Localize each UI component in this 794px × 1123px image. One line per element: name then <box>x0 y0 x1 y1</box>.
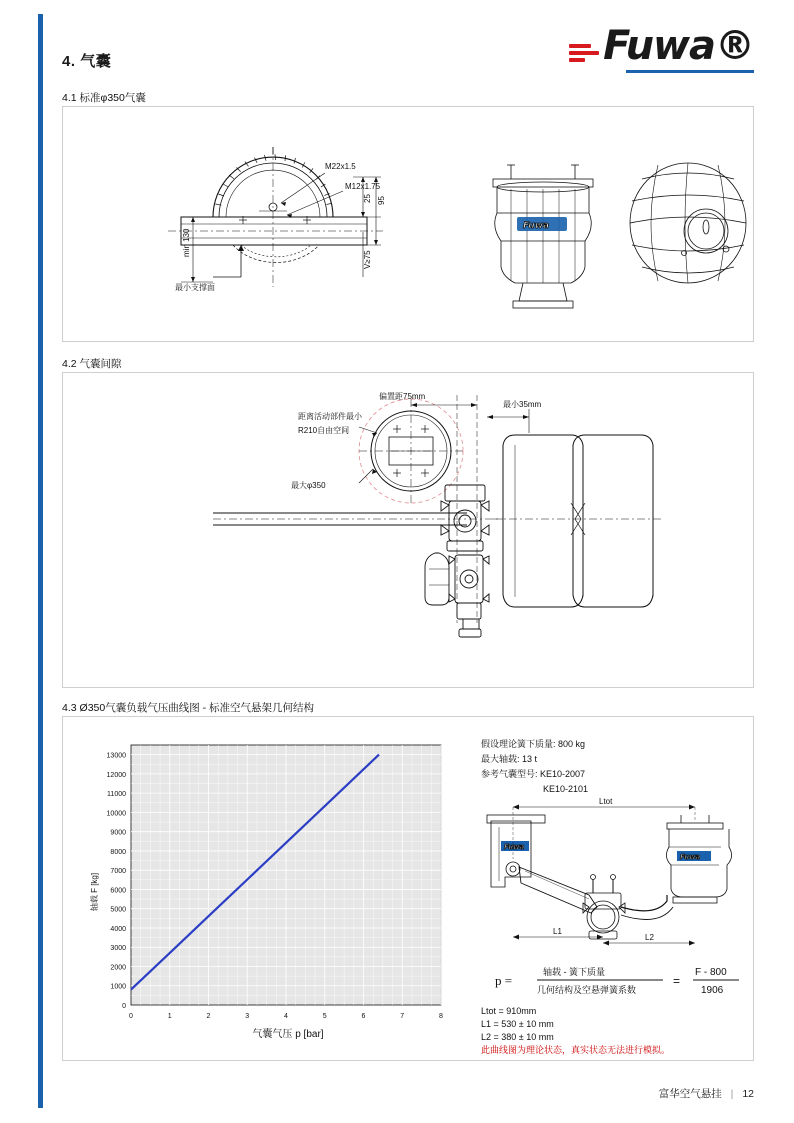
subsection-4-1-number: 4.1 <box>62 92 77 104</box>
chart-ytick: 3000 <box>110 945 126 953</box>
chart-ytick: 11000 <box>107 791 126 799</box>
dim-label-l1: L1 <box>553 927 562 936</box>
footnote-warning: 此曲线图为理论状态，真实状态无法进行模拟。 <box>481 1045 671 1055</box>
chart-ytick: 9000 <box>110 829 126 837</box>
formula-denominator: 几何结构及空悬弹簧系数 <box>537 985 637 995</box>
formula-frac-den: 1906 <box>701 985 724 996</box>
figure-4-3-panel <box>62 716 754 1061</box>
fig41-label-thread2: M12x1.75 <box>345 182 381 191</box>
figure-4-2-drawing <box>63 373 753 687</box>
svg-text:Fuwa: Fuwa <box>523 221 550 231</box>
fig41-label-support: 最小支撑面 <box>175 283 215 292</box>
figure-4-3-footnotes <box>481 1005 743 1057</box>
chart-xtick: 0 <box>129 1013 133 1020</box>
chart-ytick: 8000 <box>110 848 126 856</box>
footer-text: 富华空气悬挂 <box>658 1088 722 1100</box>
figure-4-3-notes <box>481 737 743 797</box>
chart-xtick: 8 <box>439 1013 443 1020</box>
dim-label-ltot: Ltot <box>599 797 613 806</box>
chart-ytick: 0 <box>122 1003 126 1010</box>
note-max-axle-load: 最大轴载: 13 t <box>481 754 538 764</box>
chart-xtick: 4 <box>284 1013 288 1020</box>
note-reference-model-2: KE10-2101 <box>543 784 589 794</box>
chart-ytick: 1000 <box>110 983 126 991</box>
note-reference-model: 参考气囊型号: KE10-2007 <box>481 769 586 779</box>
logo-registered: ® <box>715 23 754 69</box>
fig41-label-v75: V≥75 <box>363 250 372 269</box>
subsection-4-3-title: Ø350气囊负载气压曲线图 - 标准空气悬架几何结构 <box>79 702 315 714</box>
chart-xtick: 5 <box>322 1013 327 1020</box>
chart-ytick: 4000 <box>110 925 126 933</box>
footnote-l1: L1 = 530 ± 10 mm <box>481 1019 554 1029</box>
fig42-label-offset: 偏置距75mm <box>379 392 426 401</box>
page-footer <box>659 1086 754 1101</box>
fig42-label-clearance-2: R210自由空间 <box>298 426 350 435</box>
formula-numerator: 轴载 - 簧下质量 <box>543 967 605 977</box>
chart-xtick: 6 <box>361 1013 366 1020</box>
figure-4-1-drawing <box>63 107 753 341</box>
figure-4-1-panel <box>62 106 754 342</box>
subsection-4-2-number: 4.2 <box>62 358 77 370</box>
chart-xtick: 1 <box>167 1013 172 1020</box>
fig41-label-thread1: M22x1.5 <box>325 162 356 171</box>
note-unsprung-mass: 假设理论簧下质量: 800 kg <box>481 739 586 749</box>
subsection-4-1-title: 标准φ350气囊 <box>79 92 146 104</box>
subsection-4-2-heading <box>62 356 122 371</box>
fig42-label-clearance-1: 距离活动部件最小 <box>298 412 362 421</box>
footer-page-number: 12 <box>742 1088 754 1100</box>
logo-underline <box>626 70 754 73</box>
section-number: 4. <box>62 53 76 70</box>
subsection-4-3-heading <box>62 700 314 715</box>
chart-ytick: 13000 <box>106 752 126 760</box>
svg-text:Fuwa: Fuwa <box>680 853 701 861</box>
chart-ylabel: 轴载 F [kg] <box>90 872 99 912</box>
chart-ytick: 5000 <box>110 906 126 914</box>
chart-xlabel: 气囊气压 p [bar] <box>252 1029 324 1040</box>
logo-stripes-icon <box>569 44 599 65</box>
subsection-4-1-heading <box>62 90 146 105</box>
svg-text:Fuwa: Fuwa <box>504 843 525 851</box>
fig41-label-dim95: 95 <box>377 196 386 205</box>
chart-xtick: 2 <box>206 1013 211 1020</box>
fig41-label-min130: min 130 <box>182 228 191 257</box>
subsection-4-2-title: 气囊间隙 <box>79 358 122 370</box>
logo-text: Fuwa <box>603 23 715 69</box>
chart-xtick: 7 <box>400 1013 405 1020</box>
section-title: 气囊 <box>80 53 112 70</box>
footnote-l2: L2 = 380 ± 10 mm <box>481 1032 554 1042</box>
formula-p: p = <box>495 973 513 988</box>
subsection-4-3-number: 4.3 <box>62 702 77 714</box>
pressure-formula <box>495 953 745 1005</box>
load-pressure-chart <box>73 727 473 1052</box>
fig42-label-maxdia: 最大φ350 <box>291 481 326 490</box>
chart-ytick: 7000 <box>110 868 126 876</box>
formula-frac-num: F - 800 <box>695 967 727 978</box>
chart-ytick: 2000 <box>110 964 126 972</box>
left-accent-bar <box>38 14 43 1108</box>
brand-logo <box>569 23 754 73</box>
suspension-geometry-drawing <box>477 797 745 947</box>
footnote-ltot: Ltot = 910mm <box>481 1006 537 1016</box>
figure-4-2-panel <box>62 372 754 688</box>
chart-ytick: 10000 <box>106 810 126 818</box>
dim-label-l2: L2 <box>645 933 654 942</box>
formula-equals: = <box>673 974 681 988</box>
chart-xtick: 3 <box>245 1013 250 1020</box>
fig42-label-min35: 最小35mm <box>503 400 542 409</box>
fig41-label-dim25: 25 <box>363 194 372 203</box>
chart-ytick: 6000 <box>110 887 126 895</box>
chart-ytick: 12000 <box>106 771 126 779</box>
page-title <box>62 50 111 71</box>
footer-divider: | <box>730 1088 734 1100</box>
